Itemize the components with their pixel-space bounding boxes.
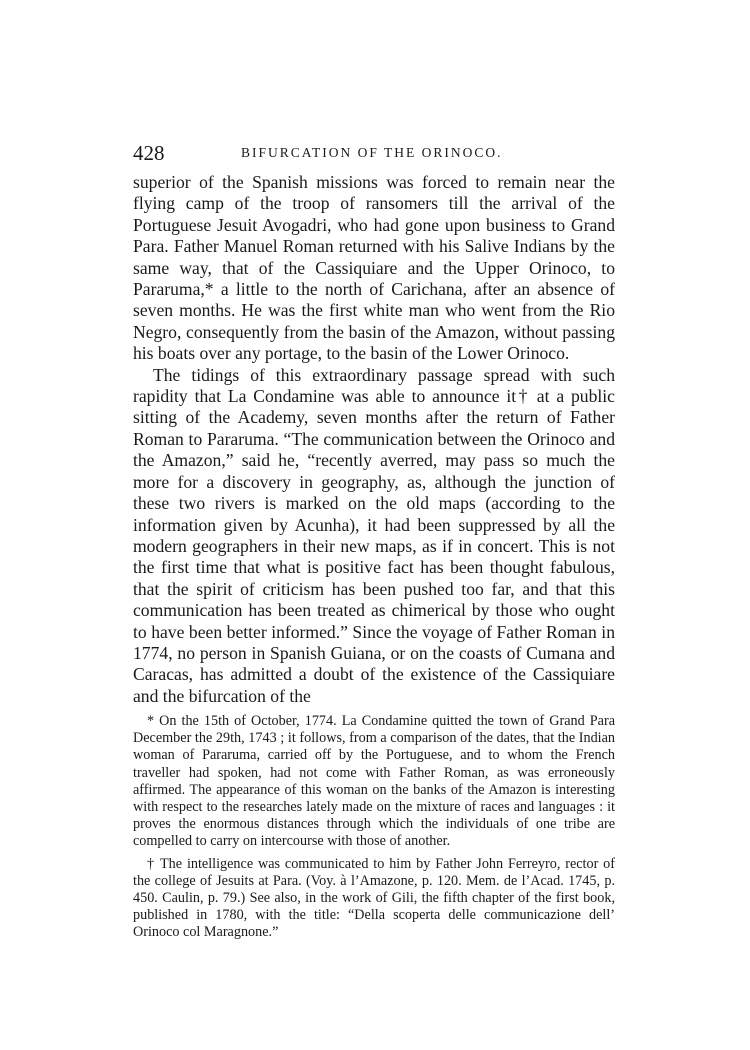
page-header <box>133 140 615 166</box>
page-number: 428 <box>133 141 165 165</box>
paragraph: The tidings of this extraordinary passage spread with such rapidity that La Condamine was able to announce it† at a public sitting of the Academy, seven months after the return of Father Roman to Pararuma. “The communication between the Orinoco and the Amazon,” said he, “recently averred, may pass so much the more for a discovery in geography, as, although the junction of these two rivers is marked on the old maps (according to the information given by Acunha), it had been suppressed by all the modern geographers in their new maps, as if in concert. This is not the first time that what is positive fact has been thought fabulous, that the spirit of criticism has been pushed too far, and that this communication has been treated as chimerical by those who ought to have been better informed.” Since the voyage of Father Roman in 1774, no person in Spanish Guiana, or on the coasts of Cumana and Caracas, has admitted a doubt of the existence of the Cassiquiare and the bifurcation of the <box>133 364 615 706</box>
main-text <box>133 172 615 707</box>
running-title: BIFURCATION OF THE ORINOCO. <box>241 145 503 160</box>
footnotes <box>133 713 615 942</box>
paragraph-continued: superior of the Spanish missions was forced to remain near the flying camp of the troop of ransomers till the arrival of the Portuguese Jesuit Avogadri, who had gone upon business to Grand Para. Father Manuel Roman returned with his Salive Indians by the same way, that of the Cassiquiare and the Upper Orinoco, to Pararuma,* a little to the north of Carichana, after an absence of seven months. He was the first white man who went from the Rio Negro, consequently from the basin of the Amazon, without passing his boats over any portage, to the basin of the Lower Orinoco. <box>133 172 615 364</box>
footnote-dagger: † The intelligence was communicated to him by Father John Ferreyro, rector of the college of Jesuits at Para. (Voy. à l’Amazone, p. 120. Mem. de l’Acad. 1745, p. 450. Caulin, p. 79.) See also, in the work of Gili, the fifth chapter of the first book, published in 1780, with the title: “Della scoperta delle communicazione dell’ Orinoco col Maragnone.” <box>133 855 615 941</box>
footnote-asterisk: * On the 15th of October, 1774. La Condamine quitted the town of Grand Para December the 29th, 1743 ; it follows, from a comparison of the dates, that the Indian woman of Pararuma, carried off by the Portuguese, and to whom the French traveller had spoken, had not come with Father Roman, as was erroneously affirmed. The appearance of this woman on the banks of the Amazon is interesting with respect to the researches lately made on the mixture of races and languages : it proves the enormous distances through which the individuals of one tribe are compelled to carry on intercourse with those of another. <box>133 713 615 850</box>
